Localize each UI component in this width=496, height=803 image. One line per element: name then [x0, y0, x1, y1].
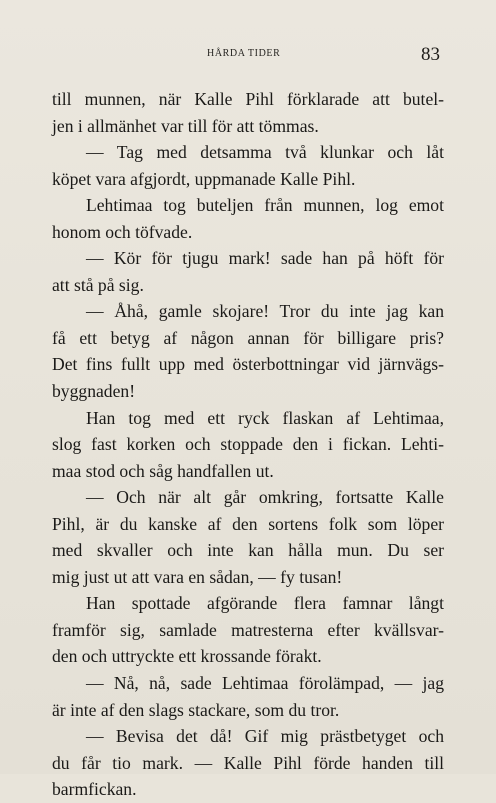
text-line: Han tog med ett ryck flaskan af Lehtimaa, — [86, 407, 444, 428]
text-line: köpet vara afgjordt, uppmanade Kalle Pihl. — [52, 168, 356, 189]
text-line: Lehtimaa tog buteljen från munnen, log emot — [86, 195, 444, 216]
text-line: att stå på sig. — [52, 274, 144, 295]
text-line: mig just ut att vara en sådan, — fy tusan! — [52, 566, 343, 587]
text-line: honom och töfvade. — [52, 221, 193, 242]
text-line: jen i allmänhet var till för att tömmas. — [52, 115, 319, 136]
text-line: Han spottade afgörande flera famnar långt — [86, 593, 444, 614]
body-text — [52, 86, 444, 803]
running-head: HÅRDA TIDER — [207, 48, 281, 59]
text-line: Pihl, är du kanske af den sortens folk som löper — [52, 513, 444, 534]
text-line: få ett betyg af någon annan för billigare pris? — [52, 327, 444, 348]
text-line: med skvaller och inte kan hålla mun. Du ser — [52, 540, 444, 561]
text-line: — Och när alt går omkring, fortsatte Kalle — [86, 487, 444, 508]
text-line: byggnaden! — [52, 381, 136, 402]
text-line: — Tag med detsamma två klunkar och låt — [86, 142, 444, 163]
text-line: Det fins fullt upp med österbottningar vid järnvägs- — [52, 354, 444, 375]
text-line: — Nå, nå, sade Lehtimaa förolämpad, — jag — [86, 673, 444, 694]
text-line: till munnen, när Kalle Pihl förklarade att butel- — [52, 89, 444, 109]
text-line: maa stod och såg handfallen ut. — [52, 460, 274, 481]
text-line: du får tio mark. — Kalle Pihl förde handen till — [52, 752, 444, 773]
text-line: slog fast korken och stoppade den i fickan. Lehti- — [52, 434, 444, 455]
text-line: är inte af den slags stackare, som du tror. — [52, 699, 340, 720]
text-line: — Åhå, gamle skojare! Tror du inte jag kan — [86, 301, 444, 322]
page-header — [0, 44, 496, 72]
text-line: barmfickan. — [52, 779, 137, 800]
page-number: 83 — [421, 44, 440, 65]
text-line: den och uttryckte ett krossande förakt. — [52, 646, 322, 667]
text-line: framför sig, samlade matresterna efter kvällsvar- — [52, 619, 444, 640]
text-line: — Bevisa det då! Gif mig prästbetyget och — [86, 726, 444, 747]
text-line: — Kör för tjugu mark! sade han på höft för — [86, 248, 444, 269]
